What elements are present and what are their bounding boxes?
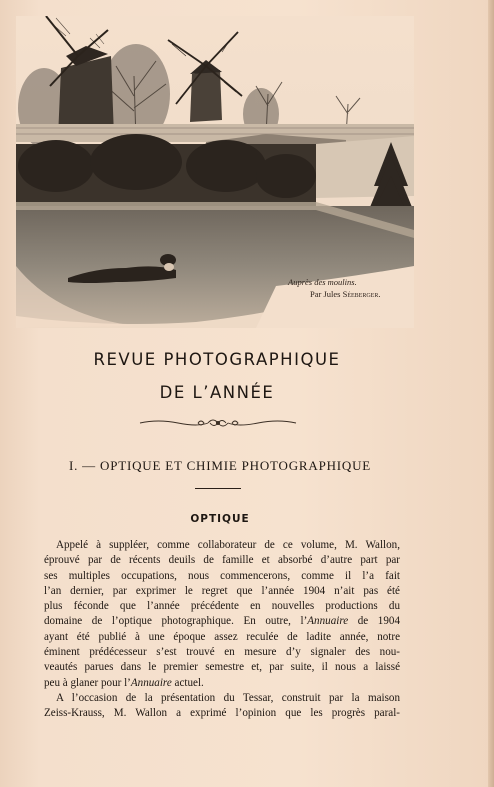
text-line <box>44 614 400 629</box>
text-line: ayant été publié à une époque assez reculée de ladite année, notre <box>44 630 400 643</box>
text-line: Zeiss-Krauss, M. Wallon a exprimé l’opinion que les progrès paral- <box>44 707 400 720</box>
page-gutter <box>488 0 494 787</box>
text-line: plus féconde que l’année précédente en nouvelles productions du <box>44 600 400 613</box>
text-line <box>44 676 400 691</box>
credit-prefix: Par Jules <box>310 289 343 299</box>
body-text <box>44 538 400 722</box>
credit-name: Séeberger. <box>342 289 381 299</box>
text-run: de 1904 <box>348 615 400 628</box>
text-line: éminent prédécesseur s’est trouvé en mesure d’y signaler des nou- <box>44 646 400 659</box>
caption-place: Auprès des moulins. <box>288 277 357 287</box>
text-line: l’an dernier, par exprimer le regret que l’année 1904 n’ait pas été <box>44 584 400 597</box>
section-heading: I. — OPTIQUE ET CHIMIE PHOTOGRAPHIQUE <box>68 458 372 473</box>
text-line: A l’occasion de la présentation du Tessar, construit par la maison <box>56 691 400 704</box>
section-divider <box>195 488 241 489</box>
italic-title: Annuaire <box>130 676 172 689</box>
text-line: Appelé à suppléer, comme collaborateur de ce volume, M. Wallon, <box>56 539 400 551</box>
text-line: ses multiples occupations, nous commencerons, comme il l’a fait <box>44 569 400 582</box>
italic-title: Annuaire <box>307 615 349 628</box>
decorative-ornament <box>138 416 298 435</box>
text-run: peu à glaner pour l’ <box>44 676 131 689</box>
photo-caption <box>286 276 410 300</box>
text-line: veautés parues dans le premier semestre et, par suite, il nous a laissé <box>44 661 400 674</box>
page-title-line-1: REVUE PHOTOGRAPHIQUE <box>93 350 341 369</box>
text-run: actuel. <box>171 676 204 689</box>
subsection-heading: OPTIQUE <box>190 513 250 525</box>
caption-credit <box>286 288 410 300</box>
page-title-line-2: DE L’ANNÉE <box>159 383 275 402</box>
text-line: éprouvé par de récents deuils de famille et absorbé d’autre part par <box>44 554 400 567</box>
text-run: domaine de l’optique photographique. En outre, l’ <box>44 615 308 628</box>
